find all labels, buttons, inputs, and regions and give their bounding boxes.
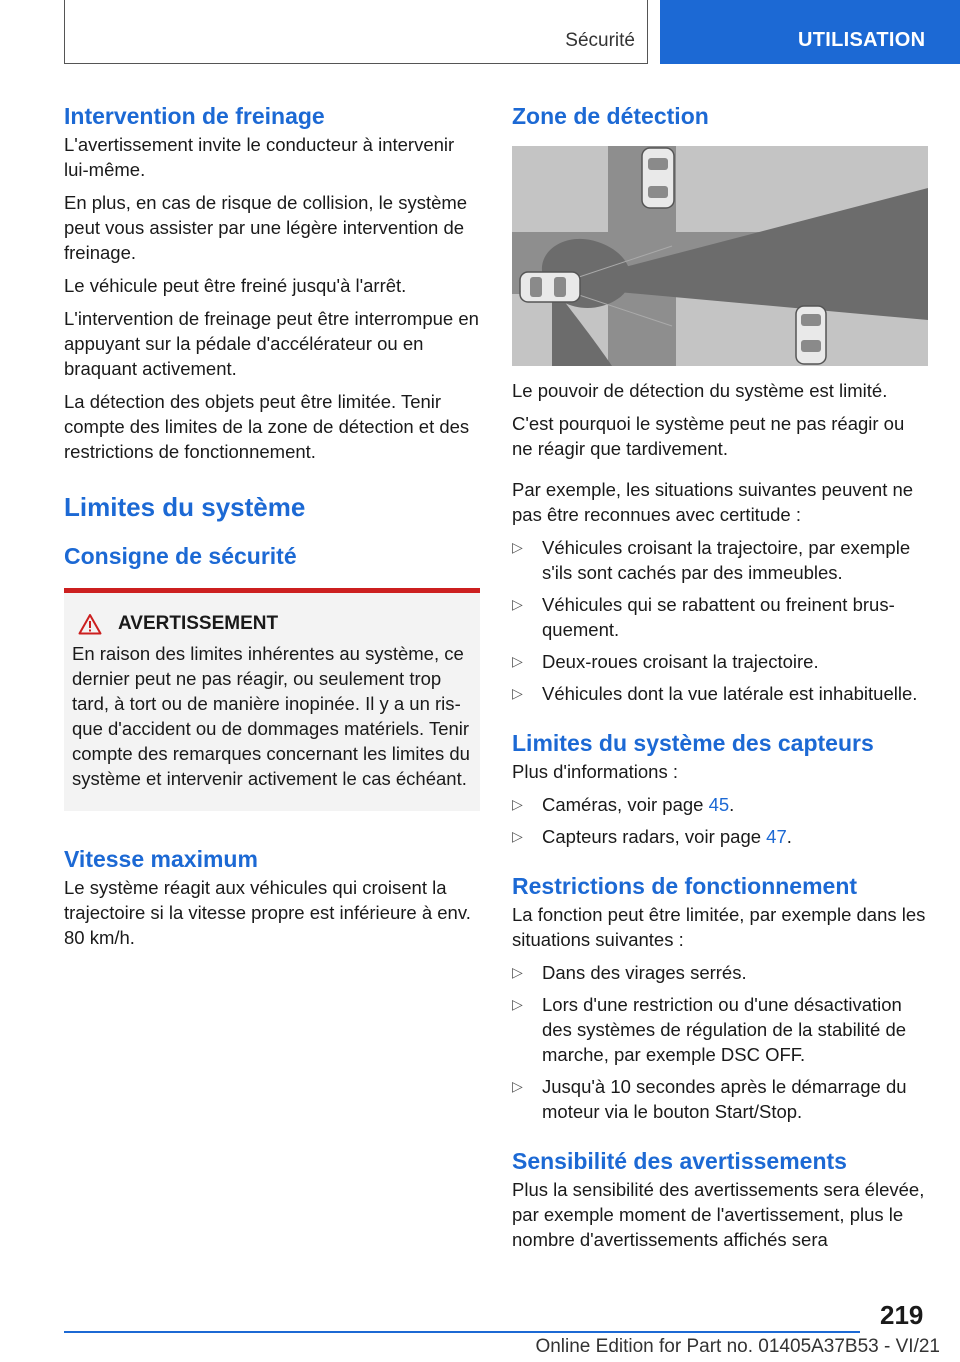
page-link-47[interactable]: 47 bbox=[766, 826, 787, 847]
list-item: ▷ Véhicules croisant la trajectoire, par exemple s'ils sont cachés par des immeubles. bbox=[512, 537, 911, 583]
bullet-triangle-icon: ▷ bbox=[512, 539, 523, 555]
braking-p3: Le véhicule peut être freiné jusqu'à l'arrêt. bbox=[64, 275, 407, 296]
list-item: ▷ Dans des virages serrés. bbox=[512, 962, 747, 983]
warning-text: En raison des limites inhérentes au système, ce dernier peut ne pas réagir, ou seulement trop tard, à tort ou de manière inopinée. Il y a un risque d'accident ou de dommages matériels. Tenir compte des remarques concernant les limites du système et intervenir activement le cas échéant. bbox=[72, 643, 470, 789]
zone-list bbox=[512, 535, 928, 706]
detection-zone-figure bbox=[512, 146, 928, 366]
left-column bbox=[64, 100, 480, 950]
safety-title: Consigne de sécurité bbox=[64, 543, 297, 569]
restrictions-list bbox=[512, 960, 928, 1124]
zone-p2: C'est pourquoi le système peut ne pas réagir ou ne réagir que tardivement. bbox=[512, 413, 905, 459]
bullet-triangle-icon: ▷ bbox=[512, 996, 523, 1012]
sensors-title: Limites du système des capteurs bbox=[512, 730, 874, 756]
sensors-list bbox=[512, 792, 928, 849]
list-item: ▷ Capteurs radars, voir page 47. bbox=[512, 826, 792, 847]
header-section-title: Sécurité bbox=[565, 30, 635, 51]
footer-edition: Online Edition for Part no. 01405A37B53 - VI/21 bbox=[535, 1336, 940, 1357]
sensors-intro: Plus d'informations : bbox=[512, 761, 678, 782]
zone-p1: Le pouvoir de détection du système est limité. bbox=[512, 380, 888, 401]
list-item: ▷ Lors d'une restriction ou d'une désactivation des systèmes de régulation de la stabilité de marche, par exemple DSC OFF. bbox=[512, 994, 907, 1065]
zone-p3: Par exemple, les situations suivantes peuvent ne pas être reconnues avec certitude : bbox=[512, 479, 914, 525]
list-item: ▷ Caméras, voir page 45. bbox=[512, 794, 735, 815]
braking-p1: L'avertissement invite le conducteur à intervenir lui-même. bbox=[64, 134, 455, 180]
restrictions-intro: La fonction peut être limitée, par exemple dans les situations suivantes : bbox=[512, 904, 926, 950]
braking-p5: La détection des objets peut être limitée. Tenir compte des limites de la zone de détection et des restrictions de fonctionnement. bbox=[64, 391, 470, 462]
speed-title: Vitesse maximum bbox=[64, 846, 258, 872]
braking-title: Intervention de freinage bbox=[64, 103, 325, 129]
page-number: 219 bbox=[880, 1300, 924, 1330]
car-top-icon bbox=[642, 148, 674, 208]
braking-p4: L'intervention de freinage peut être interrompue en appuyant sur la pédale d'accélérateur ou en braquant activement. bbox=[64, 308, 479, 379]
zone-title: Zone de détection bbox=[512, 103, 709, 129]
sensitivity-text: Plus la sensibilité des avertissements sera élevée, par exemple moment de l'avertissement, plus le nombre d'avertissements affichés sera bbox=[512, 1179, 925, 1250]
bullet-triangle-icon: ▷ bbox=[512, 685, 523, 701]
bullet-triangle-icon: ▷ bbox=[512, 653, 523, 669]
speed-text: Le système réagit aux véhicules qui croisent la trajectoire si la vitesse propre est inférieure à env. 80 km/h. bbox=[64, 877, 471, 948]
footer-rule bbox=[64, 1331, 860, 1333]
car-ego-icon bbox=[520, 272, 580, 302]
bullet-triangle-icon: ▷ bbox=[512, 796, 523, 812]
header-chapter-title: UTILISATION bbox=[798, 29, 926, 51]
list-item: ▷ Véhicules dont la vue latérale est inhabituelle. bbox=[512, 683, 918, 704]
right-column bbox=[512, 100, 928, 1252]
car-bottom-icon bbox=[796, 306, 826, 364]
warning-label: AVERTISSEMENT bbox=[118, 613, 279, 634]
bullet-triangle-icon: ▷ bbox=[512, 596, 523, 612]
braking-p2: En plus, en cas de risque de collision, le système peut vous assister par une légère intervention de freinage. bbox=[64, 192, 468, 263]
bullet-triangle-icon: ▷ bbox=[512, 1078, 523, 1094]
sensitivity-title: Sensibilité des avertissements bbox=[512, 1148, 847, 1174]
bullet-triangle-icon: ▷ bbox=[512, 828, 523, 844]
warning-triangle-icon bbox=[78, 613, 102, 635]
page-link-45[interactable]: 45 bbox=[708, 794, 730, 815]
restrictions-title: Restrictions de fonctionnement bbox=[512, 873, 858, 899]
limits-title: Limites du système bbox=[64, 492, 306, 522]
list-item: ▷ Deux-roues croisant la trajectoire. bbox=[512, 651, 819, 672]
header-section-box bbox=[64, 0, 648, 64]
list-item: ▷ Véhicules qui se rabattent ou freinent brusquement. bbox=[512, 594, 895, 640]
header-chapter-box bbox=[660, 0, 960, 64]
warning-box bbox=[64, 593, 480, 811]
bullet-triangle-icon: ▷ bbox=[512, 964, 523, 980]
list-item: ▷ Jusqu'à 10 secondes après le démarrage du moteur via le bouton Start/Stop. bbox=[512, 1076, 907, 1122]
